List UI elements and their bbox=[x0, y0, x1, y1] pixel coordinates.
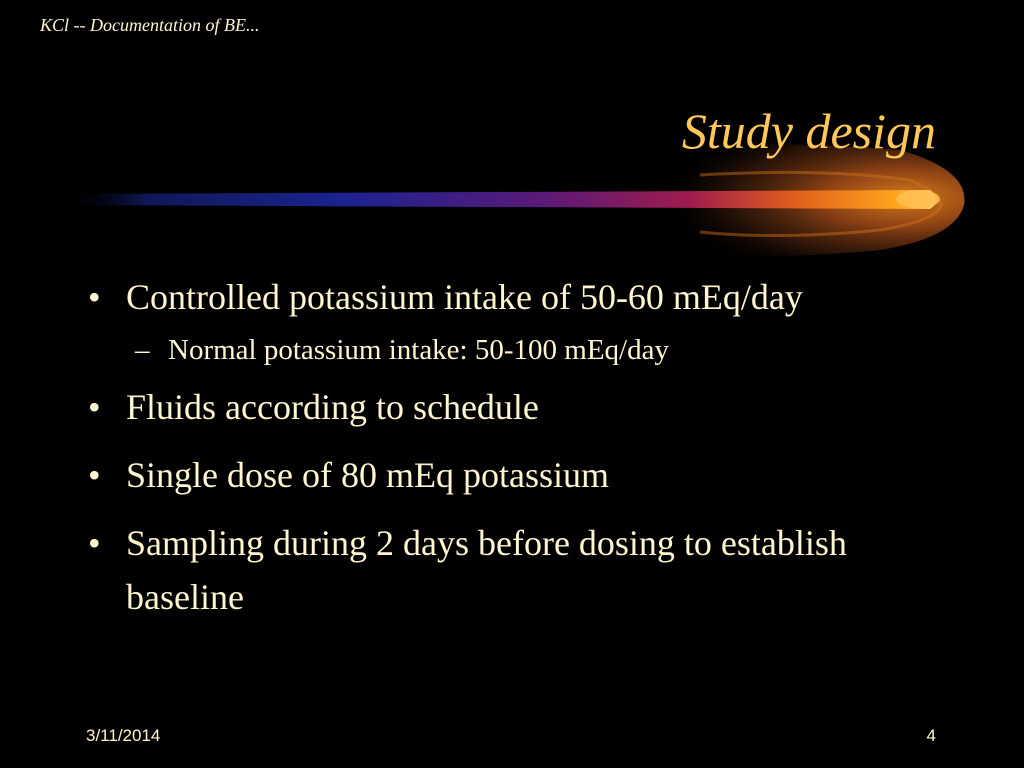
footer-date: 3/11/2014 bbox=[86, 726, 161, 745]
bullet-mark: • bbox=[88, 455, 101, 495]
bullet-list bbox=[88, 270, 928, 638]
bullet-text: Sampling during 2 days before dosing to establish baseline bbox=[126, 523, 847, 617]
bullet-text: Fluids according to schedule bbox=[126, 387, 539, 427]
bullet-item bbox=[88, 380, 928, 434]
page-number: 4 bbox=[926, 726, 936, 745]
comet-head bbox=[896, 190, 940, 208]
bullet-mark: • bbox=[88, 523, 101, 563]
bullet-text: Single dose of 80 mEq potassium bbox=[126, 455, 609, 495]
bullet-item bbox=[88, 270, 928, 324]
sub-bullet-mark: – bbox=[135, 334, 150, 366]
bullet-text: Controlled potassium intake of 50-60 mEq/day bbox=[126, 277, 803, 317]
bullet-item bbox=[88, 448, 928, 502]
comet-streak bbox=[60, 190, 937, 209]
bullet-mark: • bbox=[88, 387, 101, 427]
sub-bullet-text: Normal potassium intake: 50-100 mEq/day bbox=[168, 334, 669, 366]
bullet-mark: • bbox=[88, 277, 101, 317]
header-note: KCl -- Documentation of BE... bbox=[40, 15, 260, 35]
sub-bullet-item bbox=[88, 330, 928, 370]
slide-title: Study design bbox=[681, 103, 936, 159]
bullet-item bbox=[88, 516, 928, 624]
